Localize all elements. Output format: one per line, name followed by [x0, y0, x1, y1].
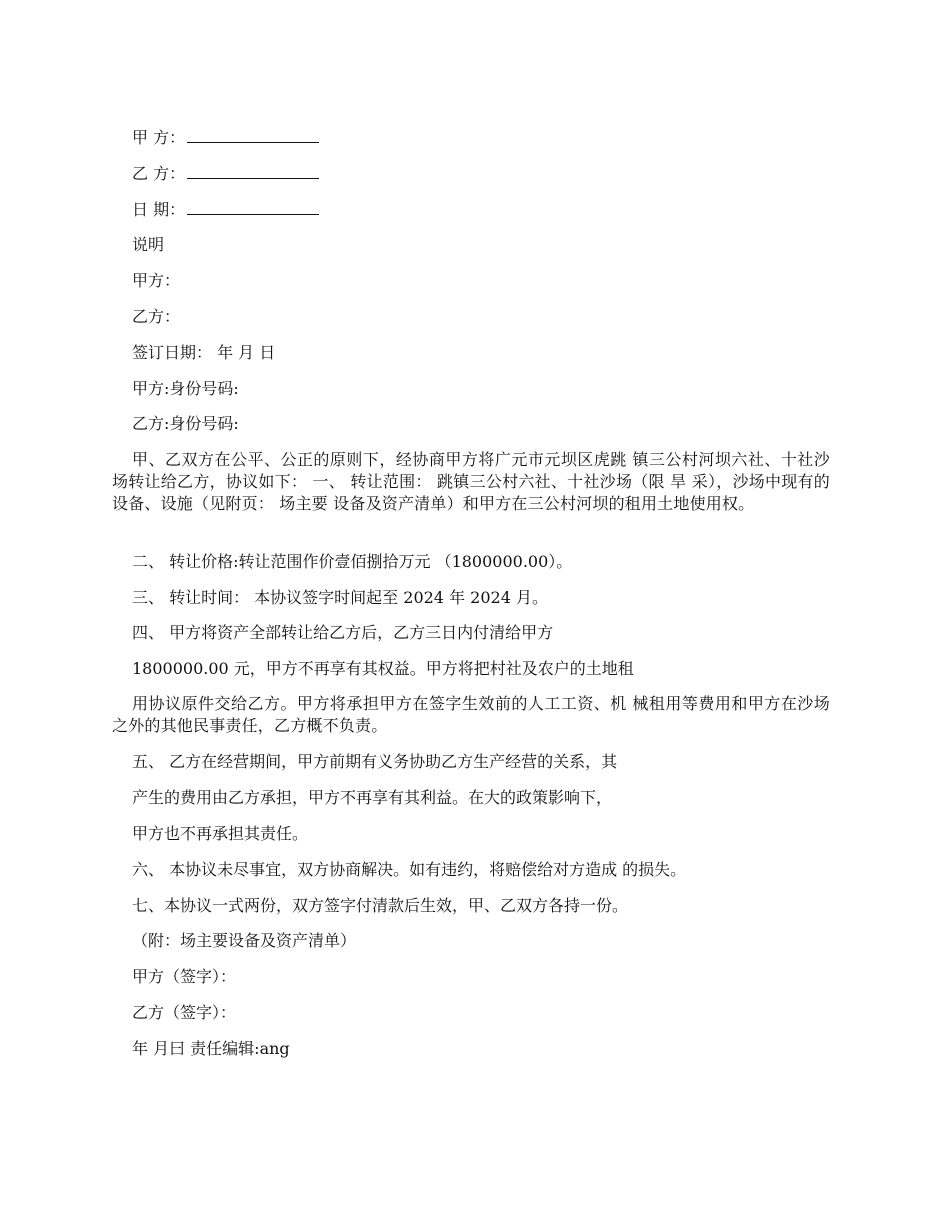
party-b-id: 乙方:身份号码:: [132, 414, 239, 433]
paragraph-payment: 四、 甲方将资产全部转让给乙方后，乙方三日内付清给甲方: [132, 623, 554, 642]
party-a-blank: [187, 130, 319, 143]
date-blank: [187, 202, 319, 215]
explain-heading: 说明: [132, 235, 165, 254]
appendix-note: （附：场主要设备及资产清单）: [132, 931, 357, 950]
party-a-signature: 甲方（签字）：: [132, 967, 237, 986]
paragraph-operation: 五、 乙方在经营期间，甲方前期有义务协助乙方生产经营的关系，其: [132, 752, 618, 771]
sign-date: 签订日期： 年 月 日: [132, 343, 276, 362]
paragraph-payment-cont: 1800000.00 元，甲方不再享有其权益。甲方将把村社及农户的土地租: [132, 659, 634, 678]
paragraph-land-lease: 用协议原件交给乙方。甲方将承担甲方在签字生效前的人工工资、机 械租用等费用和甲方在沙场之外的其他民事责任，乙方概不负责。: [112, 694, 830, 735]
party-b-field: [132, 164, 319, 184]
paragraph-operation-end: 甲方也不再承担其责任。: [132, 824, 309, 843]
paragraph-operation-cont: 产生的费用由乙方承担，甲方不再享有其利益。在大的政策影响下，: [132, 788, 613, 807]
party-b-blank: [187, 166, 319, 179]
date-label: 日 期：: [132, 200, 186, 219]
party-a-label: 甲 方：: [132, 128, 186, 147]
paragraph-time: 三、 转让时间： 本协议签字时间起至 2024 年 2024 月。: [132, 588, 548, 607]
paragraph-disputes: 六、 本协议未尽事宜，双方协商解决。如有违约，将赔偿给对方造成 的损失。: [132, 860, 687, 879]
party-b-label: 乙 方：: [132, 164, 186, 183]
intro-party-b: 乙方：: [132, 307, 181, 326]
footer-date-editor: 年 月曰 责任编辑:ang: [132, 1039, 290, 1058]
paragraph-price: 二、 转让价格:转让范围作价壹佰捌拾万元 （1800000.00）。: [132, 552, 573, 571]
party-a-id: 甲方:身份号码:: [132, 379, 239, 398]
intro-party-a: 甲方：: [132, 271, 181, 290]
paragraph-copies: 七、本协议一式两份，双方签字付清款后生效，甲、乙双方各持一份。: [132, 896, 629, 915]
party-a-field: [132, 128, 319, 148]
party-b-signature: 乙方（签字）：: [132, 1003, 237, 1022]
paragraph-scope: 甲、乙双方在公平、公正的原则下，经协商甲方将广元市元坝区虎跳 镇三公村河坝六社、十社沙场转让给乙方，协议如下： 一、 转让范围： 跳镇三公村六社、十社沙场（限 旱 采），沙场中现有的设备、设施（见附页： 场主要 设备及资产清单）和甲方在三公村河坝的租用土地使用权。: [112, 450, 830, 513]
date-field: [132, 200, 319, 220]
